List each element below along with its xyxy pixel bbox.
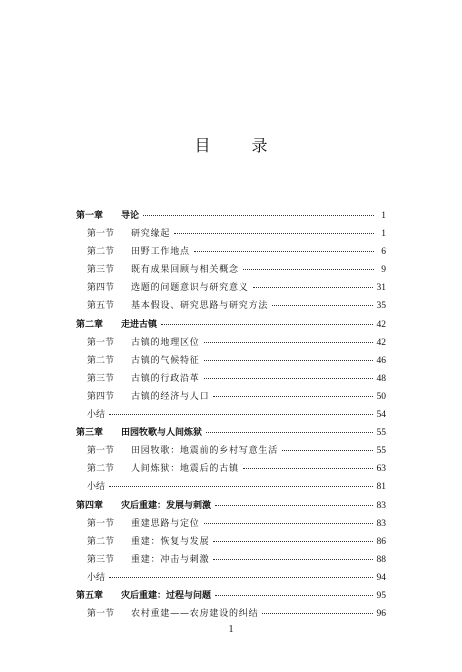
entry-page: 88 xyxy=(376,554,386,565)
entry-title: 古镇的地理区位 xyxy=(131,337,200,348)
entry-page: 63 xyxy=(376,464,386,475)
entry-page: 55 xyxy=(376,428,386,439)
dot-leader xyxy=(161,324,372,325)
entry-number: 第四章 xyxy=(76,500,104,511)
toc-chapter-entry xyxy=(76,425,386,443)
entry-title: 古镇的经济与人口 xyxy=(131,391,210,402)
entry-title: 研究缘起 xyxy=(131,229,171,240)
dot-leader xyxy=(262,613,372,614)
entry-number: 第一节 xyxy=(87,446,115,457)
entry-title: 农村重建——农房建设的纠结 xyxy=(131,609,259,620)
entry-title: 田园牧歌：地震前的乡村写意生活 xyxy=(131,446,279,457)
entry-page: 54 xyxy=(376,410,386,421)
entry-title: 人间炼狱：地震后的古镇 xyxy=(131,464,239,475)
toc-section-entry xyxy=(76,443,386,461)
dot-leader xyxy=(253,287,373,288)
dot-leader xyxy=(206,432,372,433)
entry-page: 96 xyxy=(376,609,386,620)
dot-leader xyxy=(174,233,374,234)
page-number: 1 xyxy=(228,624,234,635)
entry-title: 导论 xyxy=(121,211,140,221)
entry-page: 95 xyxy=(376,590,386,601)
entry-number: 第三节 xyxy=(87,373,115,384)
entry-number: 第一节 xyxy=(87,609,115,620)
entry-number: 小结 xyxy=(87,572,106,583)
entry-page: 42 xyxy=(376,337,386,348)
toc-section-entry xyxy=(76,353,386,371)
dot-leader xyxy=(109,414,372,415)
entry-page: 35 xyxy=(376,301,386,312)
entry-title: 重建思路与定位 xyxy=(131,518,200,529)
entry-page: 94 xyxy=(376,572,386,583)
entry-number: 小结 xyxy=(87,410,106,421)
toc-chapter-entry xyxy=(76,588,386,606)
entry-number: 第一节 xyxy=(87,518,115,529)
dot-leader xyxy=(204,523,373,524)
entry-page: 31 xyxy=(376,283,386,294)
dot-leader xyxy=(282,450,372,451)
entry-page: 83 xyxy=(376,518,386,529)
entry-title: 古镇的气候特征 xyxy=(131,355,200,366)
entry-number: 第五节 xyxy=(87,301,115,312)
entry-number: 第二节 xyxy=(87,464,115,475)
entry-title: 基本假设、研究思路与研究方法 xyxy=(131,301,269,312)
entry-page: 1 xyxy=(381,211,386,221)
entry-number: 第一章 xyxy=(76,211,104,221)
entry-number: 第一节 xyxy=(87,337,115,348)
dot-leader xyxy=(243,269,374,270)
entry-number: 第三章 xyxy=(76,428,104,439)
dot-leader xyxy=(204,378,373,379)
dot-leader xyxy=(213,541,372,542)
dot-leader xyxy=(243,468,373,469)
toc-section-entry xyxy=(76,226,386,244)
entry-page: 81 xyxy=(376,482,386,493)
dot-leader xyxy=(109,577,372,578)
dot-leader xyxy=(143,215,374,216)
entry-number: 小结 xyxy=(87,482,106,493)
entry-number: 第一节 xyxy=(87,229,115,240)
dot-leader xyxy=(204,360,373,361)
entry-number: 第四节 xyxy=(87,283,115,294)
entry-page: 55 xyxy=(376,446,386,457)
entry-title: 古镇的行政沿革 xyxy=(131,373,200,384)
entry-number: 第四节 xyxy=(87,391,115,402)
entry-number: 第二章 xyxy=(76,319,104,330)
entry-page: 1 xyxy=(381,229,386,240)
toc-section-entry xyxy=(76,516,386,534)
toc-chapter-entry xyxy=(76,317,386,335)
toc-section-entry xyxy=(76,280,386,298)
toc-section-entry xyxy=(76,298,386,316)
toc-section-entry xyxy=(76,534,386,552)
entry-title: 走进古镇 xyxy=(121,319,158,330)
toc-section-entry xyxy=(76,606,386,624)
entry-title: 灾后重建：过程与问题 xyxy=(121,590,212,601)
entry-title: 选题的问题意识与研究意义 xyxy=(131,283,249,294)
toc-summary-entry xyxy=(76,570,386,588)
entry-page: 6 xyxy=(381,247,386,258)
entry-number: 第二节 xyxy=(87,355,115,366)
entry-page: 86 xyxy=(376,536,386,547)
toc-section-entry xyxy=(76,552,386,570)
toc-section-entry xyxy=(76,244,386,262)
dot-leader xyxy=(213,396,372,397)
entry-title: 重建：冲击与刺激 xyxy=(131,554,210,565)
entry-title: 重建：恢复与发展 xyxy=(131,536,210,547)
entry-page: 50 xyxy=(376,391,386,402)
dot-leader xyxy=(194,251,374,252)
entry-page: 42 xyxy=(376,319,386,330)
page-title: 目 录 xyxy=(194,136,286,155)
toc-section-entry xyxy=(76,262,386,280)
dot-leader xyxy=(109,486,372,487)
toc-section-entry xyxy=(76,335,386,353)
dot-leader xyxy=(215,595,372,596)
entry-page: 9 xyxy=(381,265,386,276)
entry-number: 第二节 xyxy=(87,247,115,258)
dot-leader xyxy=(213,559,372,560)
dot-leader xyxy=(215,505,372,506)
dot-leader xyxy=(272,305,372,306)
toc-chapter-entry xyxy=(76,498,386,516)
dot-leader xyxy=(204,342,373,343)
toc-section-entry xyxy=(76,461,386,479)
entry-title: 田园牧歌与人间炼狱 xyxy=(121,428,203,439)
entry-page: 46 xyxy=(376,355,386,366)
table-of-contents xyxy=(76,208,386,624)
entry-number: 第五章 xyxy=(76,590,104,601)
toc-chapter-entry xyxy=(76,208,386,226)
entry-page: 48 xyxy=(376,373,386,384)
toc-summary-entry xyxy=(76,479,386,497)
toc-section-entry xyxy=(76,371,386,389)
entry-number: 第三节 xyxy=(87,265,115,276)
entry-title: 既有成果回顾与相关概念 xyxy=(131,265,239,276)
toc-section-entry xyxy=(76,389,386,407)
toc-summary-entry xyxy=(76,407,386,425)
entry-page: 83 xyxy=(376,500,386,511)
entry-title: 灾后重建：发展与刺激 xyxy=(121,500,212,511)
entry-number: 第二节 xyxy=(87,536,115,547)
entry-number: 第三节 xyxy=(87,554,115,565)
entry-title: 田野工作地点 xyxy=(131,247,190,258)
